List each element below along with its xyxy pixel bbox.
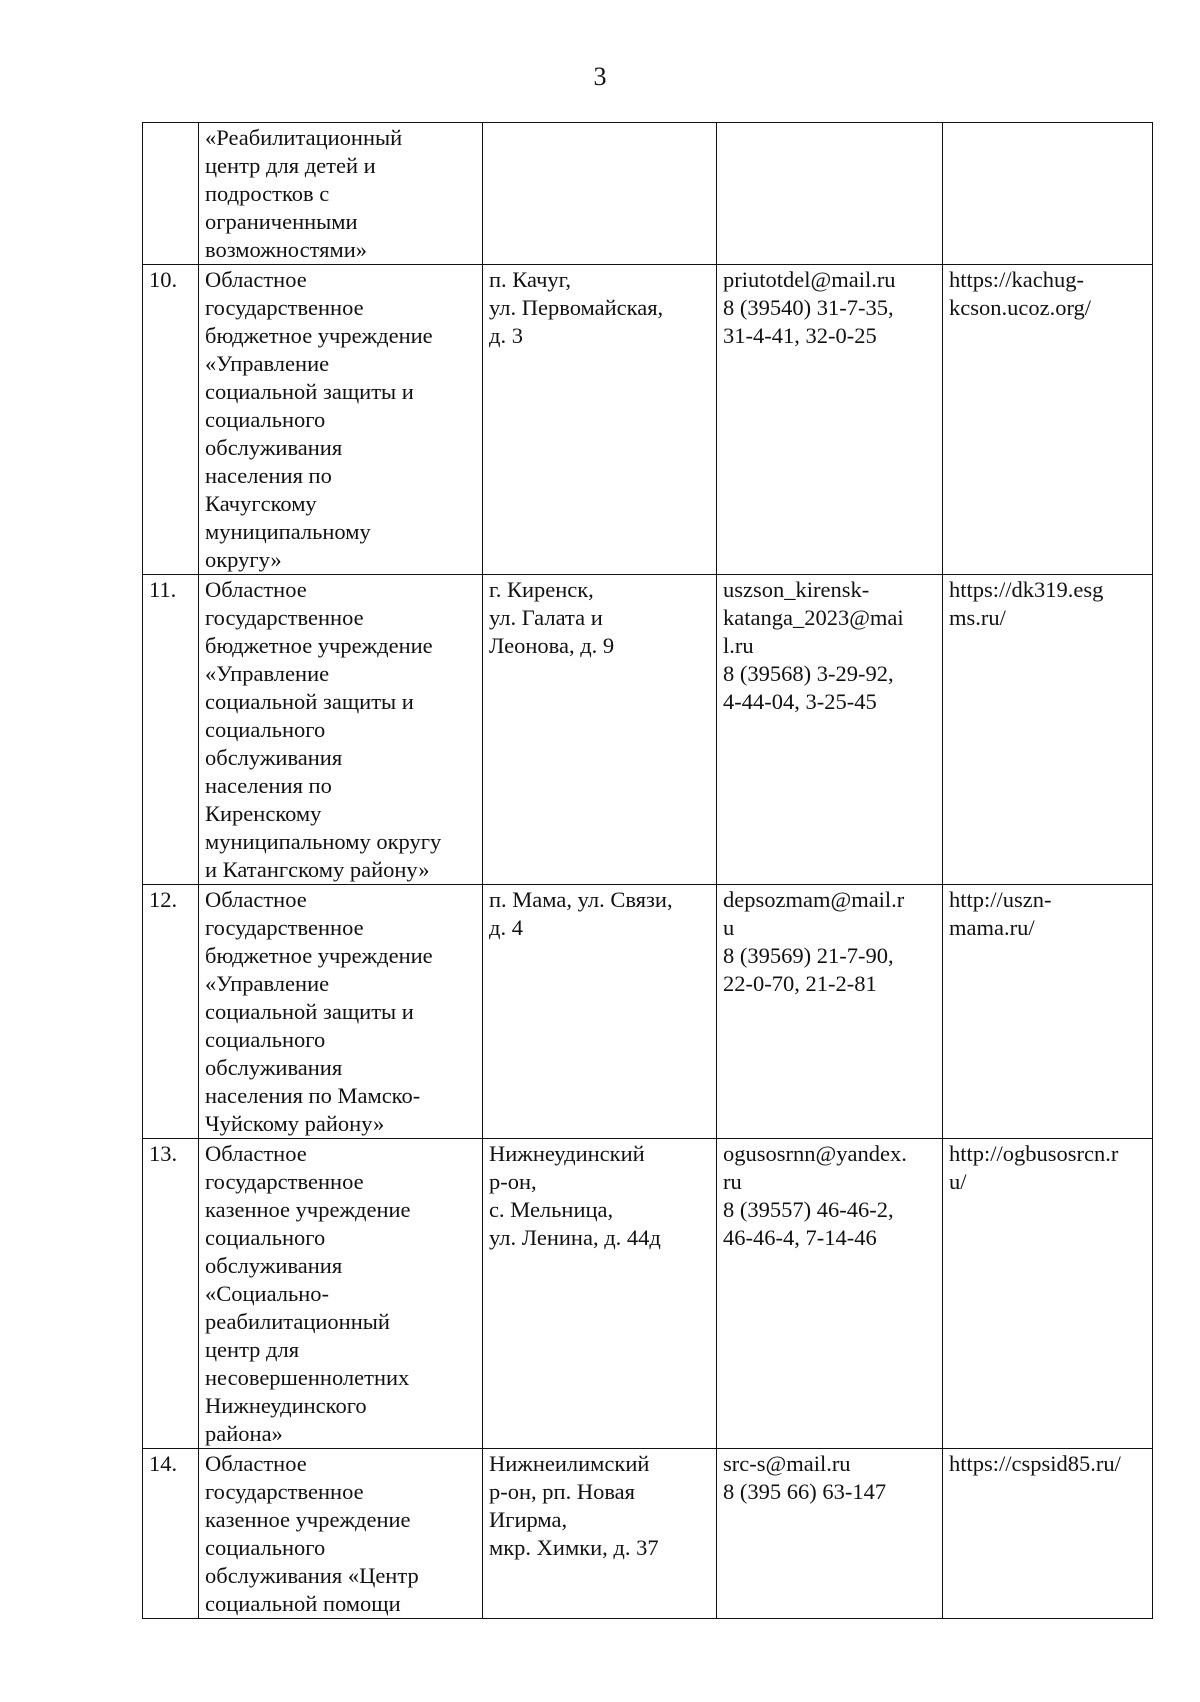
cell-line: социальной защиты и <box>205 999 414 1024</box>
cell-line: населения по <box>205 463 332 488</box>
institutions-table <box>142 122 1153 1619</box>
cell-line: государственное <box>205 605 364 630</box>
institution-website <box>943 885 1153 1139</box>
cell-line: Областное <box>205 1451 307 1476</box>
row-number <box>143 123 199 265</box>
cell-line: возможностями» <box>205 237 368 262</box>
page-number: 3 <box>593 62 607 91</box>
cell-line: государственное <box>205 295 364 320</box>
cell-line: государственное <box>205 1169 364 1194</box>
cell-line: «Управление <box>205 351 330 376</box>
cell-line: обслуживания <box>205 1253 343 1278</box>
cell-line: ул. Ленина, д. 44д <box>489 1225 661 1250</box>
cell-line: 8 (39540) 31-7-35, <box>723 295 894 320</box>
row-number: 13. <box>143 1139 199 1449</box>
cell-line: kcson.ucoz.org/ <box>949 295 1092 320</box>
cell-line: государственное <box>205 915 364 940</box>
institution-address <box>483 1449 717 1619</box>
cell-line: 8 (395 66) 63-147 <box>723 1479 887 1504</box>
table-row <box>143 885 1153 1139</box>
institution-contacts <box>717 885 943 1139</box>
cell-line: ограниченными <box>205 209 358 234</box>
institution-contacts <box>717 1139 943 1449</box>
institution-address <box>483 123 717 265</box>
cell-line: казенное учреждение <box>205 1507 411 1532</box>
cell-line: 8 (39569) 21-7-90, <box>723 943 894 968</box>
cell-line: Областное <box>205 267 307 292</box>
cell-line: 31-4-41, 32-0-25 <box>723 323 877 348</box>
table-row <box>143 1449 1153 1619</box>
cell-line: «Реабилитационный <box>205 125 403 150</box>
cell-line: l.ru <box>723 633 754 658</box>
cell-line: «Управление <box>205 661 330 686</box>
cell-line: бюджетное учреждение <box>205 943 433 968</box>
table-row <box>143 575 1153 885</box>
cell-line: Игирма, <box>489 1507 568 1532</box>
cell-line: муниципальному округу <box>205 829 442 854</box>
cell-line: с. Мельница, <box>489 1197 614 1222</box>
cell-line: katanga_2023@mai <box>723 605 904 630</box>
institution-name <box>199 1449 483 1619</box>
cell-line: обслуживания <box>205 435 343 460</box>
institution-website <box>943 575 1153 885</box>
cell-line: ул. Галата и <box>489 605 603 630</box>
row-number: 11. <box>143 575 199 885</box>
cell-line: u <box>723 915 735 940</box>
table-row <box>143 1139 1153 1449</box>
institution-contacts <box>717 123 943 265</box>
institution-address <box>483 885 717 1139</box>
cell-line: центр для детей и <box>205 153 376 178</box>
cell-line: социального <box>205 717 326 742</box>
cell-line: Нижнеудинского <box>205 1393 367 1418</box>
cell-line: https://cspsid85.ru/ <box>949 1451 1121 1476</box>
cell-line: src-s@mail.ru <box>723 1451 851 1476</box>
cell-line: https://kachug- <box>949 267 1084 292</box>
cell-line: ул. Первомайская, <box>489 295 664 320</box>
row-number: 10. <box>143 265 199 575</box>
institution-name <box>199 265 483 575</box>
cell-line: Областное <box>205 577 307 602</box>
cell-line: г. Киренск, <box>489 577 594 602</box>
cell-line: р-он, <box>489 1169 537 1194</box>
institution-contacts <box>717 265 943 575</box>
cell-line: «Социально- <box>205 1281 330 1306</box>
institution-name <box>199 575 483 885</box>
cell-line: 46-46-4, 7-14-46 <box>723 1225 877 1250</box>
cell-line: реабилитационный <box>205 1309 390 1334</box>
cell-line: 4-44-04, 3-25-45 <box>723 689 877 714</box>
cell-line: uszson_kirensk- <box>723 577 870 602</box>
cell-line: социальной защиты и <box>205 689 414 714</box>
cell-line: п. Мама, ул. Связи, <box>489 887 673 912</box>
cell-line: Нижнеилимский <box>489 1451 650 1476</box>
cell-line: подростков с <box>205 181 330 206</box>
institution-website <box>943 1139 1153 1449</box>
cell-line: обслуживания <box>205 1055 343 1080</box>
institution-website <box>943 265 1153 575</box>
table-row <box>143 265 1153 575</box>
cell-line: социального <box>205 1225 326 1250</box>
cell-line: р-он, рп. Новая <box>489 1479 635 1504</box>
cell-line: https://dk319.esg <box>949 577 1104 602</box>
row-number: 14. <box>143 1449 199 1619</box>
cell-line: Областное <box>205 1141 307 1166</box>
cell-line: Леонова, д. 9 <box>489 633 615 658</box>
cell-line: п. Качуг, <box>489 267 571 292</box>
cell-line: ms.ru/ <box>949 605 1006 630</box>
institution-address <box>483 265 717 575</box>
cell-line: mama.ru/ <box>949 915 1035 940</box>
cell-line: мкр. Химки, д. 37 <box>489 1535 659 1560</box>
table-row-continued <box>143 123 1153 265</box>
cell-line: социального <box>205 407 326 432</box>
cell-line: http://ogbusosrcn.r <box>949 1141 1119 1166</box>
cell-line: центр для <box>205 1337 300 1362</box>
cell-line: 8 (39568) 3-29-92, <box>723 661 894 686</box>
cell-line: Чуйскому району» <box>205 1111 385 1136</box>
cell-line: бюджетное учреждение <box>205 633 433 658</box>
cell-line: д. 3 <box>489 323 523 348</box>
cell-line: округу» <box>205 547 282 572</box>
cell-line: обслуживания «Центр <box>205 1563 419 1588</box>
cell-line: бюджетное учреждение <box>205 323 433 348</box>
cell-line: 8 (39557) 46-46-2, <box>723 1197 894 1222</box>
institution-website <box>943 1449 1153 1619</box>
cell-line: района» <box>205 1421 283 1446</box>
institution-website <box>943 123 1153 265</box>
cell-line: казенное учреждение <box>205 1197 411 1222</box>
institution-name <box>199 885 483 1139</box>
cell-line: государственное <box>205 1479 364 1504</box>
cell-line: населения по <box>205 773 332 798</box>
cell-line: Киренскому <box>205 801 322 826</box>
cell-line: и Катангскому району» <box>205 857 430 882</box>
cell-line: http://uszn- <box>949 887 1052 912</box>
cell-line: социальной защиты и <box>205 379 414 404</box>
cell-line: Нижнеудинский <box>489 1141 645 1166</box>
cell-line: 22-0-70, 21-2-81 <box>723 971 877 996</box>
cell-line: обслуживания <box>205 745 343 770</box>
cell-line: ogusosrnn@yandex. <box>723 1141 907 1166</box>
row-number: 12. <box>143 885 199 1139</box>
institution-contacts <box>717 1449 943 1619</box>
cell-line: социального <box>205 1027 326 1052</box>
cell-line: u/ <box>949 1169 967 1194</box>
cell-line: ru <box>723 1169 742 1194</box>
cell-line: д. 4 <box>489 915 523 940</box>
institution-name <box>199 123 483 265</box>
cell-line: Качугскому <box>205 491 317 516</box>
cell-line: priutotdel@mail.ru <box>723 267 896 292</box>
cell-line: несовершеннолетних <box>205 1365 410 1390</box>
cell-line: муниципальному <box>205 519 371 544</box>
institution-address <box>483 575 717 885</box>
institution-contacts <box>717 575 943 885</box>
cell-line: населения по Мамско- <box>205 1083 421 1108</box>
institution-name <box>199 1139 483 1449</box>
cell-line: социального <box>205 1535 326 1560</box>
institution-address <box>483 1139 717 1449</box>
cell-line: depsozmam@mail.r <box>723 887 905 912</box>
cell-line: «Управление <box>205 971 330 996</box>
cell-line: Областное <box>205 887 307 912</box>
cell-line: социальной помощи <box>205 1591 401 1616</box>
